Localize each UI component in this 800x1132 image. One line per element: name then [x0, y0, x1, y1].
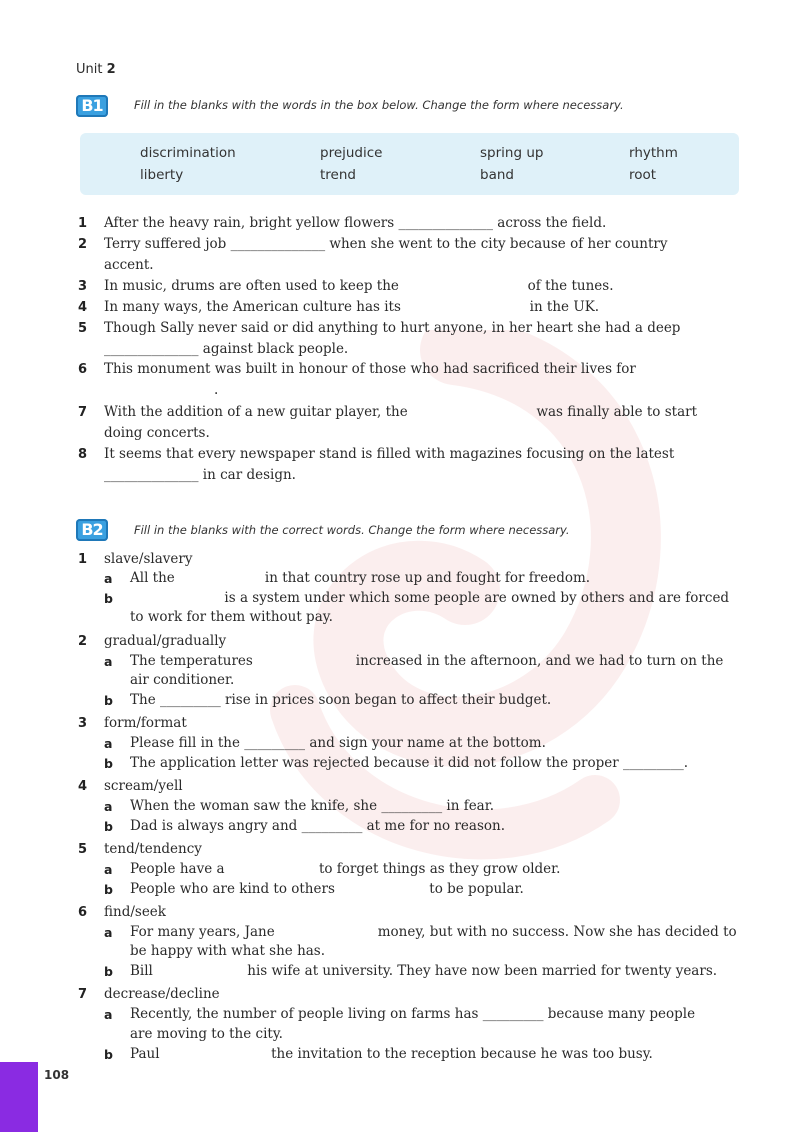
exercise-line: Recently, the number of people living on farms has _________ because many people — [130, 1006, 696, 1022]
exercise-line: When the woman saw the knife, she _________ in fear. — [130, 798, 494, 814]
exercise-line: With the addition of a new guitar player, the was finally able to start — [104, 404, 697, 420]
word-pair-heading: form/format — [104, 715, 187, 731]
item-number: 2 — [78, 634, 88, 649]
exercise-line: Dad is always angry and _________ at me for no reason. — [130, 818, 505, 834]
item-number: 2 — [78, 237, 88, 252]
exercise-line: People who are kind to others to be popular. — [130, 881, 524, 897]
item-number: 5 — [78, 321, 88, 336]
exercise-line: The _________ rise in prices soon began to affect their budget. — [130, 692, 552, 708]
exercise-line: People have a to forget things as they grow older. — [130, 861, 561, 877]
exercise-line: Though Sally never said or did anything to hurt anyone, in her heart she had a deep — [104, 320, 681, 336]
word-box — [80, 133, 739, 195]
exercise-line: The temperatures increased in the afternoon, and we had to turn on the — [130, 653, 724, 669]
word-box-item: trend — [320, 167, 356, 183]
exercise-line: Paul the invitation to the reception because he was too busy. — [130, 1046, 653, 1062]
sub-letter: b — [104, 693, 113, 708]
item-number: 1 — [78, 552, 88, 567]
word-box-item: prejudice — [320, 145, 383, 161]
unit-label: Unit 2 — [76, 62, 116, 77]
sub-letter: a — [104, 925, 113, 940]
word-box-item: band — [480, 167, 514, 183]
word-pair-heading: find/seek — [104, 904, 166, 920]
exercise-line: For many years, Jane money, but with no success. Now she has decided to — [130, 924, 737, 940]
item-number: 5 — [78, 842, 88, 857]
page-number: 108 — [44, 1068, 70, 1082]
item-number: 3 — [78, 716, 88, 731]
item-number: 4 — [78, 300, 88, 315]
word-pair-heading: scream/yell — [104, 778, 183, 794]
exercise-line: to work for them without pay. — [130, 609, 333, 625]
exercise-line: It seems that every newspaper stand is filled with magazines focusing on the latest — [104, 446, 675, 462]
item-number: 6 — [78, 905, 88, 920]
sub-letter: b — [104, 591, 113, 606]
sub-letter: a — [104, 571, 113, 586]
exercise-line: are moving to the city. — [130, 1026, 283, 1042]
word-pair-heading: decrease/decline — [104, 986, 220, 1002]
item-number: 8 — [78, 447, 88, 462]
exercise-line: be happy with what she has. — [130, 943, 326, 959]
item-number: 3 — [78, 279, 88, 294]
exercise-line: ______________ in car design. — [104, 467, 296, 483]
sub-letter: b — [104, 1047, 113, 1062]
sub-letter: b — [104, 819, 113, 834]
b2-instruction: Fill in the blanks with the correct words. Change the form where necessary. — [134, 523, 570, 537]
word-box-item: discrimination — [140, 145, 236, 161]
item-number: 7 — [78, 405, 88, 420]
item-number: 7 — [78, 987, 88, 1002]
word-pair-heading: tend/tendency — [104, 841, 202, 857]
sub-letter: a — [104, 736, 113, 751]
page-tab — [0, 1062, 38, 1132]
sub-letter: a — [104, 862, 113, 877]
exercise-line: accent. — [104, 257, 154, 273]
sub-letter: b — [104, 964, 113, 979]
item-number: 1 — [78, 216, 88, 231]
sub-letter: a — [104, 654, 113, 669]
sub-letter: a — [104, 799, 113, 814]
b1-badge: B1 — [76, 95, 108, 117]
exercise-line: Please fill in the _________ and sign your name at the bottom. — [130, 735, 546, 751]
item-number: 4 — [78, 779, 88, 794]
word-box-item: spring up — [480, 145, 544, 161]
exercise-line: air conditioner. — [130, 672, 235, 688]
item-number: 6 — [78, 362, 88, 377]
exercise-line: In music, drums are often used to keep the of the tunes. — [104, 278, 614, 294]
word-pair-heading: slave/slavery — [104, 551, 193, 567]
exercise-line: doing concerts. — [104, 425, 210, 441]
b2-badge: B2 — [76, 519, 108, 541]
exercise-line: Terry suffered job ______________ when she went to the city because of her country — [104, 236, 668, 252]
exercise-line: After the heavy rain, bright yellow flowers ______________ across the field. — [104, 215, 607, 231]
exercise-line: All the in that country rose up and fought for freedom. — [130, 570, 591, 586]
b1-instruction: Fill in the blanks with the words in the box below. Change the form where necessary. — [134, 98, 624, 112]
exercise-line: ______________ against black people. — [104, 341, 349, 357]
sub-letter: a — [104, 1007, 113, 1022]
exercise-line: is a system under which some people are owned by others and are forced — [130, 590, 730, 606]
exercise-line: In many ways, the American culture has its in the UK. — [104, 299, 600, 315]
exercise-line: Bill his wife at university. They have now been married for twenty years. — [130, 963, 718, 979]
exercise-line: The application letter was rejected because it did not follow the proper _________. — [130, 755, 689, 771]
sub-letter: b — [104, 756, 113, 771]
word-box-item: liberty — [140, 167, 184, 183]
word-box-item: root — [629, 167, 657, 183]
word-box-item: rhythm — [629, 145, 678, 161]
sub-letter: b — [104, 882, 113, 897]
word-pair-heading: gradual/gradually — [104, 633, 227, 649]
exercise-line: This monument was built in honour of those who had sacrificed their lives for — [104, 361, 636, 377]
exercise-line: . — [214, 382, 219, 398]
